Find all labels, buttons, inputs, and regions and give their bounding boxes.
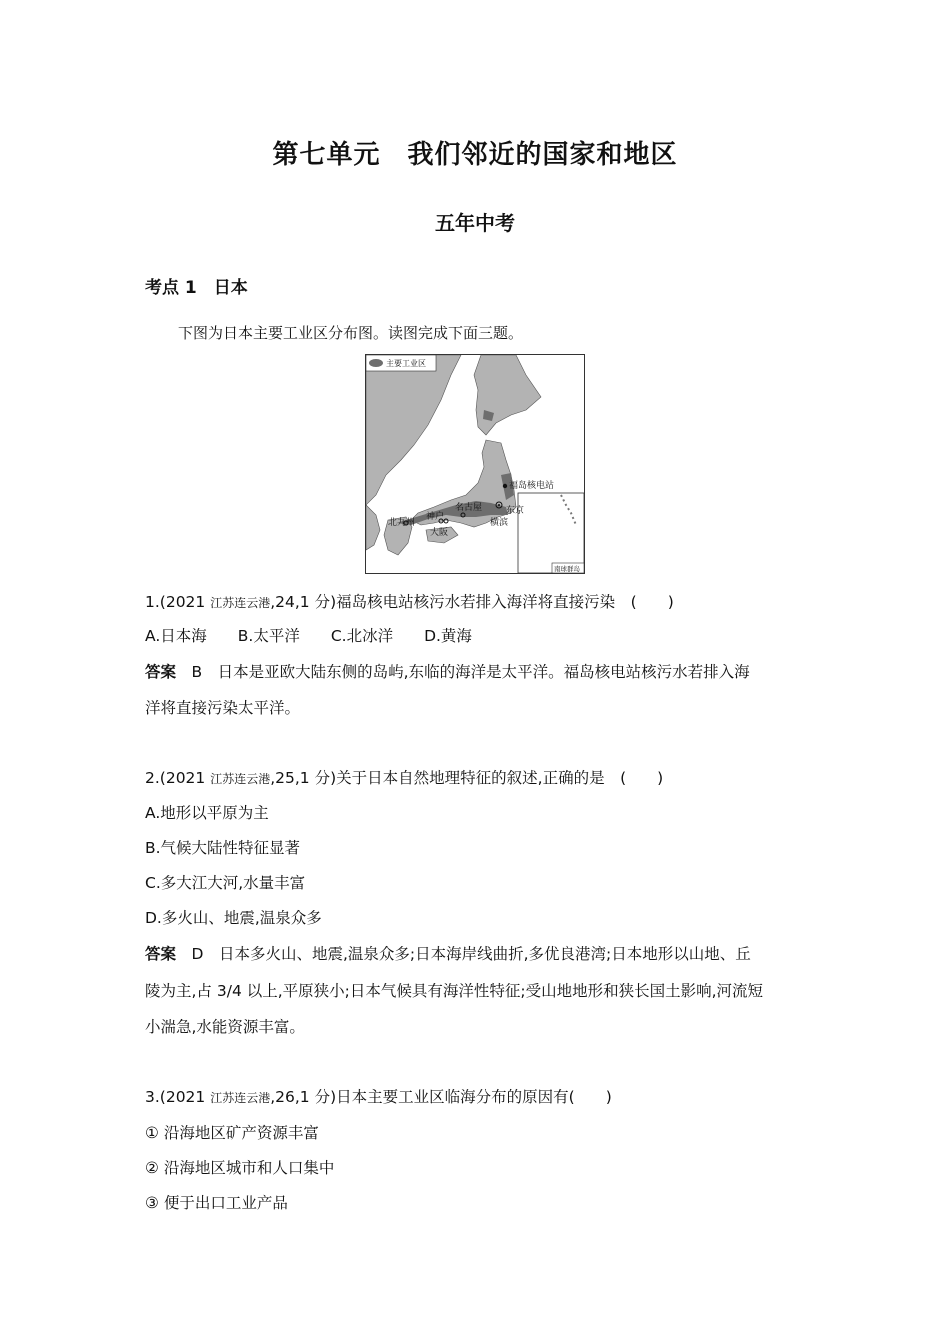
q3-item-3: ③ 便于出口工业产品 [145, 1194, 288, 1212]
map-drawing [366, 355, 584, 573]
label-osaka: 大阪 [430, 528, 449, 538]
q3-text: ,26,1 分)日本主要工业区临海分布的原因有( ) [270, 1088, 612, 1106]
q1-number: 1.(2021 [145, 593, 211, 611]
legend-label: 主要工业区 [386, 359, 426, 368]
label-nagoya: 名古屋 [455, 503, 483, 513]
label-yokohama: 横滨 [490, 518, 509, 528]
label-ryukyu: 南球群岛 [554, 565, 580, 573]
q1-answer-text-1: B 日本是亚欧大陆东侧的岛屿,东临的海洋是太平洋。福岛核电站核污水若排入海 [176, 663, 750, 681]
q2-text: ,25,1 分)关于日本自然地理特征的叙述,正确的是 ( ) [270, 769, 664, 787]
q2-answer [145, 944, 751, 964]
section-heading: 考点 1 日本 [145, 278, 248, 298]
question-3 [145, 1087, 612, 1108]
q1-answer-label: 答案 [145, 663, 177, 681]
label-fukushima: 福岛核电站 [509, 481, 555, 491]
q3-number: 3.(2021 [145, 1088, 211, 1106]
q3-source: 江苏连云港 [210, 1091, 271, 1105]
label-kobe: 神户 [426, 512, 445, 522]
intro-text: 下图为日本主要工业区分布图。读图完成下面三题。 [178, 324, 524, 342]
japan-industry-map [365, 354, 585, 574]
q1-answer [145, 662, 750, 682]
q2-number: 2.(2021 [145, 769, 211, 787]
q1-source: 江苏连云港 [210, 596, 271, 610]
label-kitakyushu: 北九州 [388, 518, 416, 528]
q2-option-d: D.多火山、地震,温泉众多 [145, 909, 322, 927]
q3-item-2: ② 沿海地区城市和人口集中 [145, 1159, 335, 1177]
q2-option-a: A.地形以平原为主 [145, 804, 269, 822]
page-title: 第七单元 我们邻近的国家和地区 [272, 140, 678, 170]
q1-options: A.日本海 B.太平洋 C.北冰洋 D.黄海 [145, 627, 472, 645]
q2-answer-text-2: 陵为主,占 3/4 以上,平原狭小;日本气候具有海洋性特征;受山地地形和狭长国土影响,河流短 [145, 982, 764, 1000]
q2-option-c: C.多大江大河,水量丰富 [145, 874, 306, 892]
fukushima-marker [503, 484, 507, 488]
q2-option-b: B.气候大陆性特征显著 [145, 839, 301, 857]
q2-source: 江苏连云港 [210, 772, 271, 786]
q1-text: ,24,1 分)福岛核电站核污水若排入海洋将直接污染 ( ) [270, 593, 674, 611]
page-subtitle: 五年中考 [435, 211, 515, 235]
q1-answer-text-2: 洋将直接污染太平洋。 [145, 699, 301, 717]
q2-answer-text-1: D 日本多火山、地震,温泉众多;日本海岸线曲折,多优良港湾;日本地形以山地、丘 [176, 945, 751, 963]
question-1 [145, 592, 674, 613]
q2-answer-text-3: 小湍急,水能资源丰富。 [145, 1018, 305, 1036]
q3-item-1: ① 沿海地区矿产资源丰富 [145, 1124, 319, 1142]
label-tokyo: 东京 [506, 506, 525, 516]
question-2 [145, 768, 663, 789]
q2-answer-label: 答案 [145, 945, 177, 963]
